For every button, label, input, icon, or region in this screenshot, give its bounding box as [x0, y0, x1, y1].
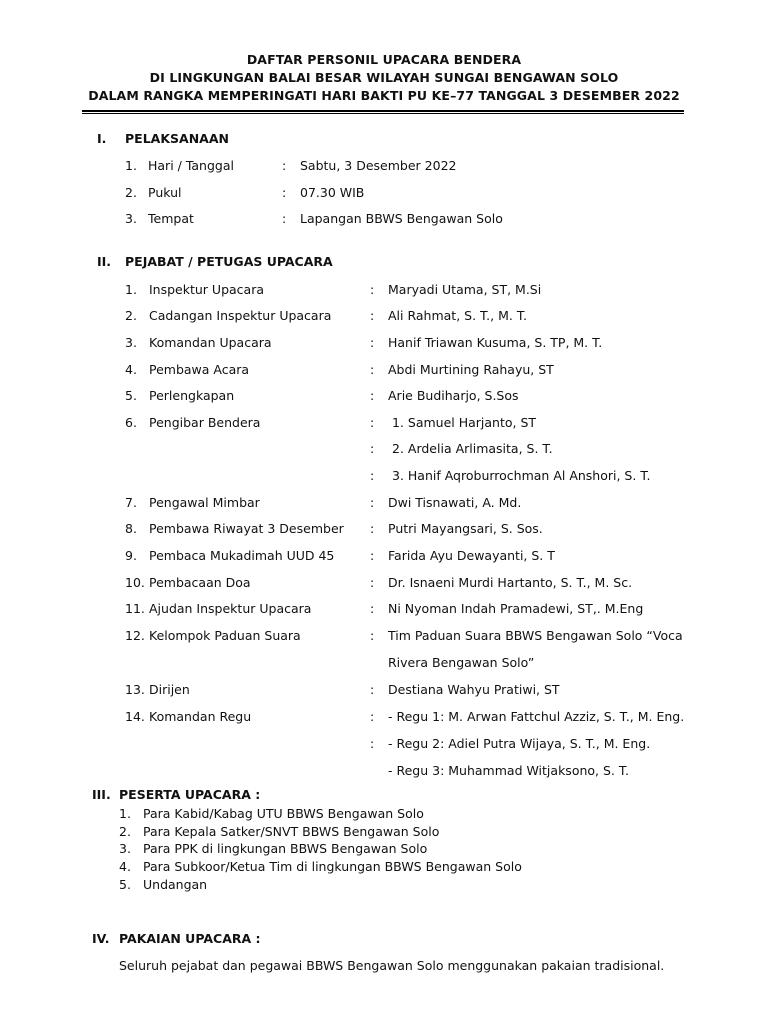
section-1-number: I. [97, 131, 107, 146]
s2-item-label: Cadangan Inspektur Upacara [149, 308, 332, 323]
s1-item-num: 2. [125, 185, 137, 200]
header-rule-thick [82, 110, 684, 112]
s2-item-num: 13. [125, 682, 145, 697]
s2-item-value: Destiana Wahyu Pratiwi, ST [388, 682, 560, 697]
s2-item-num: 9. [125, 548, 137, 563]
s2-item-label: Pembaca Mukadimah UUD 45 [149, 548, 335, 563]
s2-item-value: Tim Paduan Suara BBWS Bengawan Solo “Voca [388, 628, 683, 643]
s2-item-num: 4. [125, 362, 137, 377]
s1-item-label: Tempat [148, 211, 194, 226]
s2-item-value: Arie Budiharjo, S.Sos [388, 388, 519, 403]
s2-item-colon: : [370, 575, 375, 590]
s3-item-num: 3. [119, 841, 131, 856]
s2-item-value: Putri Mayangsari, S. Sos. [388, 521, 543, 536]
s2-item-value: 3. Hanif Aqroburrochman Al Anshori, S. T. [392, 468, 651, 483]
s1-item-colon: : [282, 158, 287, 173]
doc-title-line-2: DI LINGKUNGAN BALAI BESAR WILAYAH SUNGAI BENGAWAN SOLO [149, 70, 619, 85]
s1-item-num: 1. [125, 158, 137, 173]
section-1-title: PELAKSANAAN [125, 131, 229, 146]
s2-item-colon: : [370, 282, 375, 297]
s3-item-num: 5. [119, 877, 131, 892]
s2-item-num: 8. [125, 521, 137, 536]
s3-item-text: Undangan [143, 877, 208, 892]
s2-item-num: 11. [125, 601, 145, 616]
s1-item-value: 07.30 WIB [300, 185, 365, 200]
s1-item-colon: : [282, 185, 287, 200]
s1-item-label: Pukul [148, 185, 182, 200]
s3-item-num: 4. [119, 859, 131, 874]
s2-item-colon: : [370, 441, 375, 456]
s1-item-colon: : [282, 211, 287, 226]
section-2-title: PEJABAT / PETUGAS UPACARA [125, 254, 333, 269]
s2-item-colon: : [370, 521, 375, 536]
section-4-title: PAKAIAN UPACARA : [119, 931, 261, 946]
s2-item-colon: : [370, 736, 375, 751]
s2-item-label: Inspektur Upacara [149, 282, 264, 297]
s2-item-num: 12. [125, 628, 145, 643]
s2-item-num: 5. [125, 388, 137, 403]
s2-item-value: - Regu 1: M. Arwan Fattchul Azziz, S. T., M. Eng. [388, 709, 685, 724]
doc-title-line-3: DALAM RANGKA MEMPERINGATI HARI BAKTI PU KE–77 TANGGAL 3 DESEMBER 2022 [88, 88, 680, 103]
s2-item-value: Dwi Tisnawati, A. Md. [388, 495, 522, 510]
s2-item-value: Ni Nyoman Indah Pramadewi, ST,. M.Eng [388, 601, 644, 616]
s2-item-num: 7. [125, 495, 137, 510]
s1-item-num: 3. [125, 211, 137, 226]
s2-item-colon: : [370, 308, 375, 323]
s2-item-num: 10. [125, 575, 145, 590]
s2-item-label: Komandan Regu [149, 709, 252, 724]
s1-item-label: Hari / Tanggal [148, 158, 234, 173]
s3-item-text: Para PPK di lingkungan BBWS Bengawan Solo [143, 841, 428, 856]
s2-item-colon: : [370, 362, 375, 377]
section-4-body: Seluruh pejabat dan pegawai BBWS Bengawan Solo menggunakan pakaian tradisional. [119, 958, 665, 973]
s2-item-value: Maryadi Utama, ST, M.Si [388, 282, 542, 297]
s3-item-num: 1. [119, 806, 131, 821]
s2-item-value: Hanif Triawan Kusuma, S. TP, M. T. [388, 335, 603, 350]
s1-item-value: Sabtu, 3 Desember 2022 [300, 158, 457, 173]
s2-item-colon: : [370, 709, 375, 724]
section-3-title: PESERTA UPACARA : [119, 787, 261, 802]
s2-item-value: Farida Ayu Dewayanti, S. T [388, 548, 555, 563]
s2-item-value: Abdi Murtining Rahayu, ST [388, 362, 554, 377]
s2-item-colon: : [370, 415, 375, 430]
s2-item-num: 2. [125, 308, 137, 323]
s2-item-label: Pengibar Bendera [149, 415, 261, 430]
s3-item-text: Para Kabid/Kabag UTU BBWS Bengawan Solo [143, 806, 424, 821]
s2-item-num: 6. [125, 415, 137, 430]
s2-item-colon: : [370, 601, 375, 616]
s2-item-label: Komandan Upacara [149, 335, 272, 350]
s2-item-colon: : [370, 495, 375, 510]
doc-title-line-1: DAFTAR PERSONIL UPACARA BENDERA [246, 52, 522, 67]
s2-item-label: Dirijen [149, 682, 190, 697]
s2-item-value: 2. Ardelia Arlimasita, S. T. [392, 441, 553, 456]
s2-item-label: Pembacaan Doa [149, 575, 251, 590]
s3-item-text: Para Kepala Satker/SNVT BBWS Bengawan Solo [143, 824, 440, 839]
s3-item-text: Para Subkoor/Ketua Tim di lingkungan BBWS Bengawan Solo [143, 859, 522, 874]
header-rule-thin [82, 113, 684, 114]
s2-item-value: - Regu 3: Muhammad Witjaksono, S. T. [388, 763, 629, 778]
s2-item-value: Ali Rahmat, S. T., M. T. [388, 308, 527, 323]
s2-item-num: 3. [125, 335, 137, 350]
s2-item-label: Perlengkapan [149, 388, 235, 403]
s2-item-colon: : [370, 628, 375, 643]
s1-item-value: Lapangan BBWS Bengawan Solo [300, 211, 503, 226]
s2-item-label: Pengawal Mimbar [149, 495, 260, 510]
s2-item-value: 1. Samuel Harjanto, ST [392, 415, 537, 430]
section-4-number: IV. [92, 931, 110, 946]
s2-item-value: Rivera Bengawan Solo” [388, 655, 535, 670]
s2-item-colon: : [370, 335, 375, 350]
s2-item-value: - Regu 2: Adiel Putra Wijaya, S. T., M. Eng. [388, 736, 651, 751]
s3-item-num: 2. [119, 824, 131, 839]
s2-item-num: 1. [125, 282, 137, 297]
s2-item-label: Pembawa Riwayat 3 Desember [149, 521, 344, 536]
s2-item-colon: : [370, 682, 375, 697]
s2-item-label: Ajudan Inspektur Upacara [149, 601, 312, 616]
s2-item-colon: : [370, 468, 375, 483]
s2-item-colon: : [370, 548, 375, 563]
s2-item-label: Kelompok Paduan Suara [149, 628, 301, 643]
section-2-number: II. [97, 254, 112, 269]
s2-item-value: Dr. Isnaeni Murdi Hartanto, S. T., M. Sc. [388, 575, 633, 590]
s2-item-colon: : [370, 388, 375, 403]
s2-item-label: Pembawa Acara [149, 362, 250, 377]
section-3-number: III. [92, 787, 111, 802]
s2-item-num: 14. [125, 709, 145, 724]
